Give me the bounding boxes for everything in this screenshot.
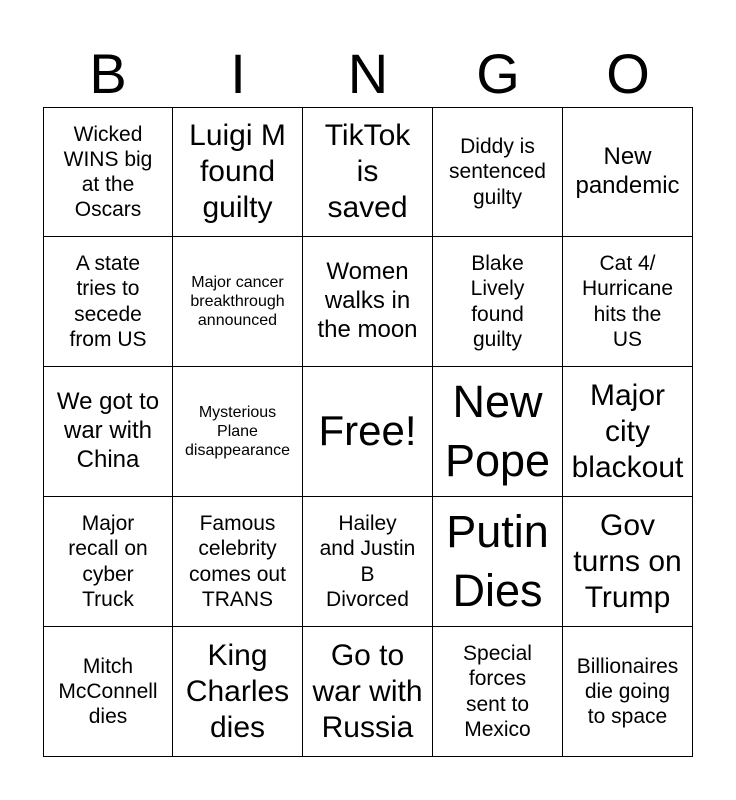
bingo-cell[interactable] xyxy=(433,107,563,237)
cell-text: King Charles dies xyxy=(185,638,290,744)
cell-text: Mitch McConnell dies xyxy=(58,654,158,729)
bingo-cell[interactable] xyxy=(563,497,693,627)
cell-text: Gov turns on Trump xyxy=(573,508,682,614)
free-space-cell[interactable] xyxy=(303,367,433,497)
bingo-cell[interactable] xyxy=(433,497,563,627)
bingo-cell[interactable] xyxy=(563,627,693,757)
bingo-cell[interactable] xyxy=(173,497,303,627)
bingo-cell[interactable] xyxy=(303,107,433,237)
bingo-cell[interactable] xyxy=(303,497,433,627)
bingo-cell[interactable] xyxy=(173,627,303,757)
bingo-cell[interactable] xyxy=(43,627,173,757)
bingo-cell[interactable] xyxy=(43,107,173,237)
cell-text: Major city blackout xyxy=(571,378,684,484)
free-space-text: Free! xyxy=(318,407,417,455)
cell-text: Famous celebrity comes out TRANS xyxy=(189,512,286,611)
cell-text: Cat 4/ Hurricane hits the US xyxy=(581,252,674,351)
header-letter-o: O xyxy=(606,42,650,105)
cell-text: Women walks in the moon xyxy=(317,258,418,343)
bingo-cell[interactable] xyxy=(173,107,303,237)
header-letter-b: B xyxy=(89,42,127,105)
cell-text: New Pope xyxy=(444,376,551,486)
bingo-cell[interactable] xyxy=(43,237,173,367)
cell-text: TikTok is saved xyxy=(324,119,411,224)
cell-text: A state tries to secede from US xyxy=(69,252,147,351)
bingo-header xyxy=(43,40,693,108)
cell-text: Blake Lively found guilty xyxy=(470,252,525,351)
cell-text: Putin Dies xyxy=(446,506,549,616)
header-letter-g: G xyxy=(476,42,520,105)
cell-text: Special forces sent to Mexico xyxy=(463,642,532,741)
cell-text: Billionaires die going to space xyxy=(576,654,679,729)
bingo-cell[interactable] xyxy=(43,367,173,497)
cell-text: Major cancer breakthrough announced xyxy=(190,273,285,330)
bingo-cell[interactable] xyxy=(303,627,433,757)
header-letter-n: N xyxy=(347,42,389,105)
cell-text: New pandemic xyxy=(575,143,680,199)
bingo-cell[interactable] xyxy=(563,367,693,497)
bingo-grid xyxy=(43,107,693,757)
bingo-cell[interactable] xyxy=(433,627,563,757)
bingo-cell[interactable] xyxy=(303,237,433,367)
bingo-cell[interactable] xyxy=(563,107,693,237)
cell-text: Mysterious Plane disappearance xyxy=(185,403,290,460)
cell-text: Major recall on cyber Truck xyxy=(68,512,148,611)
bingo-cell[interactable] xyxy=(563,237,693,367)
bingo-cell[interactable] xyxy=(173,367,303,497)
cell-text: Wicked WINS big at the Oscars xyxy=(63,122,153,222)
header-letter-i: I xyxy=(230,42,246,105)
bingo-cell[interactable] xyxy=(433,237,563,367)
bingo-cell[interactable] xyxy=(43,497,173,627)
cell-text: Go to war with Russia xyxy=(312,638,423,744)
cell-text: We got to war with China xyxy=(56,388,160,473)
cell-text: Diddy is sentenced guilty xyxy=(449,135,546,209)
cell-text: Hailey and Justin B Divorced xyxy=(319,512,416,611)
cell-text: Luigi M found guilty xyxy=(189,119,286,224)
bingo-cell[interactable] xyxy=(433,367,563,497)
bingo-cell[interactable] xyxy=(173,237,303,367)
